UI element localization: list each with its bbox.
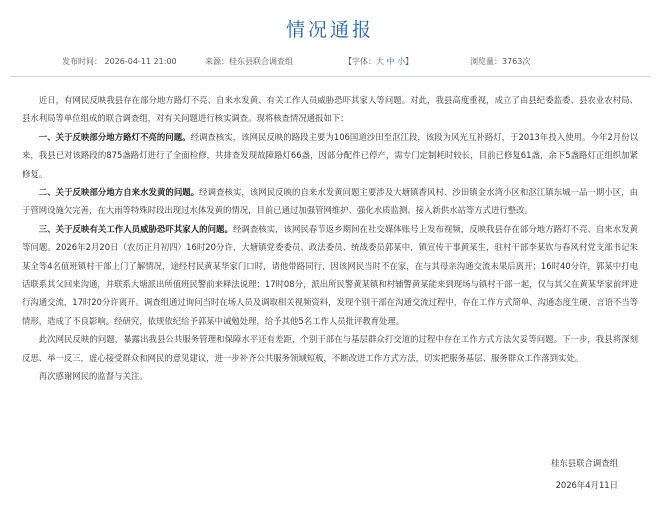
signature-date: 2026年4月11日 [555,480,618,490]
signature-block [551,452,618,496]
thanks-paragraph: 再次感谢网民的监督与关注。 [38,371,148,382]
source-label: 来源：桂东县联合调查组 [205,57,293,66]
font-size-control [344,55,413,69]
section-heading: 二、关于反映部分地方自来水发黄的问题。 [38,187,200,198]
article-meta [0,55,660,69]
font-size-prefix: 【字体： [344,57,376,66]
page-title: 情况通报 [285,19,374,41]
font-size-suffix: 】 [405,57,414,66]
section-heading: 三、关于反映有关工作人员威胁恐吓其家人的问题。 [38,223,233,234]
intro-paragraph: 近日，有网民反映我县存在部分地方路灯不亮、自来水发黄、有关工作人员威胁恐吓其家人等问题。对此，我县高度重视，成立了由县纪委监委、县农业农村局、县水利局等单位组成的联合调查组，对有关问题进行核实调查。现将核查情况通报如下： [22,95,638,124]
section-heading: 一、关于反映部分地方路灯不亮的问题。 [38,131,191,142]
section-streetlights [22,128,638,183]
conclusion-paragraph: 此次网民反映的问题，暴露出我县公共服务管理和保障水平还有差距，个别干部在与基层群众打交道的过程中存在工作方式方法欠妥等问题。下一步，我县将深刻反思、举一反三，虚心接受群众和网民的意见建议，进一步补齐公共服务领域短板，不断改进工作方式方法，切实把服务基层、服务群众工作落到实处。 [22,334,638,363]
view-count: 浏览量：3763次 [470,57,531,66]
section-text: 经调查核实，该网民反映的路段主要为106国道沙田至沤江段，该段为风光互补路灯，于2013年投入使用。今年2月份以来，我县已对该路段的875盏路灯进行了全面检修，共排查发现故障路灯66盏，因部分配件已停产，需专门定制耗时较长，目前已修复61盏，余下5盏路灯正组织加紧修复。 [22,131,639,179]
article-body [22,91,638,386]
section-tapwater [22,183,638,220]
section-text: 经调查核实，该网民反映的自来水发黄问题主要涉及大塘镇香风村、沙田镇金水湾小区和沤江镇东城一品一期小区，由于管网设施欠完善，在大雨等特殊时段出现过水体发黄的情况，目前已通过加强管网维护、强化水质监测、接入新供水站等方式进行整改。 [22,187,639,216]
header-divider [10,76,650,77]
font-medium-button[interactable]: 中 [386,57,395,66]
publish-time: 发布时间： 2026-04-11 21:00 [62,57,177,66]
section-threats [22,220,638,330]
font-large-button[interactable]: 大 [376,57,384,66]
font-small-button[interactable]: 小 [397,57,406,66]
signature-org: 桂东县联合调查组 [551,458,618,468]
section-text: 经调查核实，该网民春节返乡期间在社交媒体账号上发布视频，反映我县存在部分地方路灯不亮、自来水发黄等问题。2026年2月20日（农历正月初四）16时20分许，大塘镇党委委员、政法委员、统战委员郭某中，镇宣传干事黄某生，驻村干部李某钦与春风村党支部书记朱某全等4名值班镇村干部上门了解情况，途经村民黄某华家门口时，请他带路同行，因该网民当时不在家，在与其母亲沟通交流未果后离开；16时40分许，郭某中打电话联系其父回来沟通，并联系大塘派出所值班民警前来释法说理；17时08分，派出所民警黄某镇和村辅警黄某能来到现场与镇村干部一起，仅与其父在黄某华家前坪进行沟通交流，17时20分许离开。调查组通过询问当时在场人员及调取相关视频资料，发现个别干部在沟通交流过程中，存在工作方式简单、沟通态度生硬、言语不当等情形，造成了不良影响。经研究，依规依纪给予郭某中诫勉处理，给予其他5名工作人员批评教育处理。 [22,223,639,326]
